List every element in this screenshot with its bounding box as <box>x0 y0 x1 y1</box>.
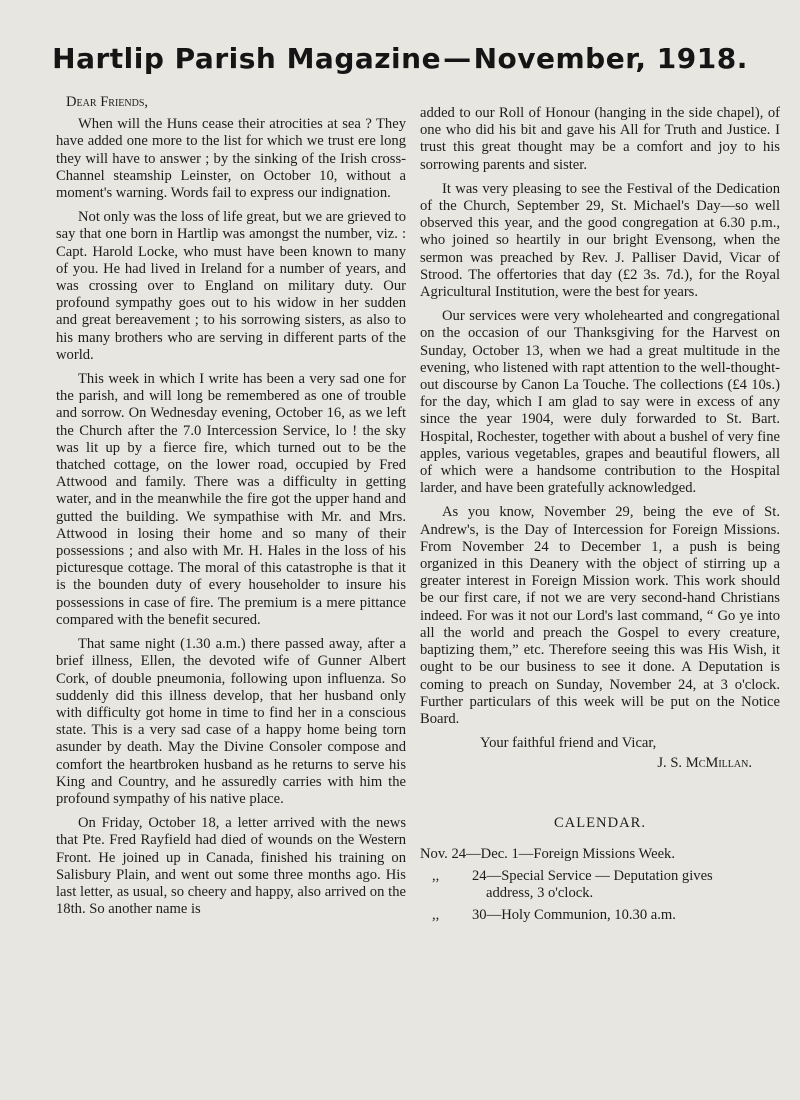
calendar-heading: CALENDAR. <box>553 814 647 831</box>
title-dash: — <box>443 42 472 75</box>
paragraph-cottage-fire: This week in which I write has been a very sad one for the parish, and will long be remembered as one of trouble and sorrow. On Wednesday evening, October 16, as we left the Church after the 7.0 Intercession Service, lo ! the sky was lit up by a fierce fire, which turned out to be the thatched cottage, on the lower road, occupied by Fred Attwood and family. There was a difficulty in getting water, and in the meanwhile the fire got the upper hand and gutted the building. We sympathise with Mr. and Mrs. Attwood in losing their home and so many of their possessions ; and also with Mr. H. Hales in the loss of his picturesque cottage. The moral of this catastrophe is that it is the bounden duty of every householder to insure his possessions in case of fire. The premium is a mere pittance compared with the benefit secured. <box>56 371 406 628</box>
left-column <box>56 94 406 925</box>
calendar-entry-label: Nov. 24 <box>420 845 467 862</box>
paragraph-foreign-missions: As you know, November 29, being the eve of St. Andrew's, is the Day of Intercession for Foreign Missions. From November 24 to December 1, a push is being organized in this Deanery with the object of stirring up a greater interest in Foreign Mission work. This work should be our first care, if not we are very second-hand Christians indeed. For was it not our Lord's last command, “ Go ye into all the world and preach the Gospel to every creature, baptizing them,” etc. Therefore seeing this was His Wish, it ought to be our business to see it done. A Deputation is coming to preach on Sunday, November 24, at 3 o'clock. Further particulars of this week will be put on the Notice Board. <box>420 504 780 727</box>
calendar-entry-continuation: address, 3 o'clock. <box>486 885 594 902</box>
paragraph-capt-locke: Not only was the loss of life great, but we are grieved to say that one born in Hartlip was amongst the number, viz. : Capt. Harold Locke, who must have been known to many of you. He had lived in Ireland for a number of years, and was crossing over to England on military duty. Our profound sympathy goes out to his widow in her sudden and great bereavement ; to his sorrowing sisters, as also to his many brothers who are serving in different parts of the world. <box>56 209 406 363</box>
calendar-entry <box>420 907 780 924</box>
calendar-entry-label: ,, <box>432 867 440 884</box>
paragraph-roll-of-honour: added to our Roll of Honour (hanging in the side chapel), of one who did his bit and gave his All for Truth and Justice. I trust this great thought may be a comfort and joy to his sorrowing parents and sister. <box>420 105 780 173</box>
calendar-entry <box>420 868 780 885</box>
calendar-entry-text: 30—Holy Communion, 10.30 a.m. <box>472 907 676 924</box>
calendar-entry-text: —Dec. 1—Foreign Missions Week. <box>466 845 676 862</box>
calendar-entry-label: ,, <box>432 907 440 924</box>
paragraph-dedication-festival: It was very pleasing to see the Festival of the Dedication of the Church, September 29, St. Michael's Day—so well observed this year, and the good congregation at 6.30 p.m., who joined so heartily in our bright Evensong, when the sermon was preached by Rev. J. Palliser David, Vicar of Strood. The offertories that day (£2 3s. 7d.), for the Royal Agricultural Institution, were the best for years. <box>420 180 780 301</box>
calendar-entry <box>420 846 780 863</box>
right-column <box>420 105 780 930</box>
paragraph-ellen-cork: That same night (1.30 a.m.) there passed away, after a brief illness, Ellen, the devoted wife of Gunner Albert Cork, of double pneumonia, following upon influenza. So suddenly did this illness develop, that her husband only with difficulty got home in time to find her in a conscious state. This is a very sad case of a happy home being torn asunder by death. May the Divine Consoler compose and comfort the heartbroken husband as he returns to serve his King and Country, and he assuredly carries with him the profound sympathy of his native place. <box>56 636 406 807</box>
title-main: Hartlip Parish Magazine <box>52 42 442 75</box>
calendar-entry-text: 24—Special Service — Deputation gives <box>472 867 713 884</box>
paragraph-harvest-thanksgiving: Our services were very wholehearted and congregational on the occasion of our Thanksgiving for the Harvest on Sunday, October 13, when we had a great multitude in the evening, who listened with rapt attention to the well-thought-out discourse by Canon La Touche. The collections (£4 10s.) for the day, which I am glad to say were in excess of any since the year 1904, were duly forwarded to St. Bart. Hospital, Rochester, together with about a bushel of very fine apples, various vegetables, grapes and beautiful flowers, all of which were a handsome contribution to the Hospital larder, and have been gratefully acknowledged. <box>420 308 780 497</box>
signature: J. S. McMillan. <box>657 755 752 772</box>
calendar <box>420 815 780 925</box>
page-title <box>0 42 800 75</box>
closing-line: Your faithful friend and Vicar, <box>480 735 657 752</box>
salutation: Dear Friends, <box>66 94 149 110</box>
title-date: November, 1918. <box>473 42 748 75</box>
paragraph-fred-rayfield: On Friday, October 18, a letter arrived with the news that Pte. Fred Rayfield had died of wounds on the Western Front. He joined up in Canada, finished his training on Salisbury Plain, and went out some three months ago. His last letter, as usual, so cheery and happy, also arrived on the 18th. So another name is <box>56 815 406 918</box>
signoff <box>420 735 780 772</box>
paragraph-huns-atrocities: When will the Huns cease their atrocities at sea ? They have added one more to the list for which we trust ere long they will have to answer ; by the sinking of the Irish cross-Channel steamship Leinster, on October 10, without a moment's warning. Words fail to express our indignation. <box>56 116 406 202</box>
